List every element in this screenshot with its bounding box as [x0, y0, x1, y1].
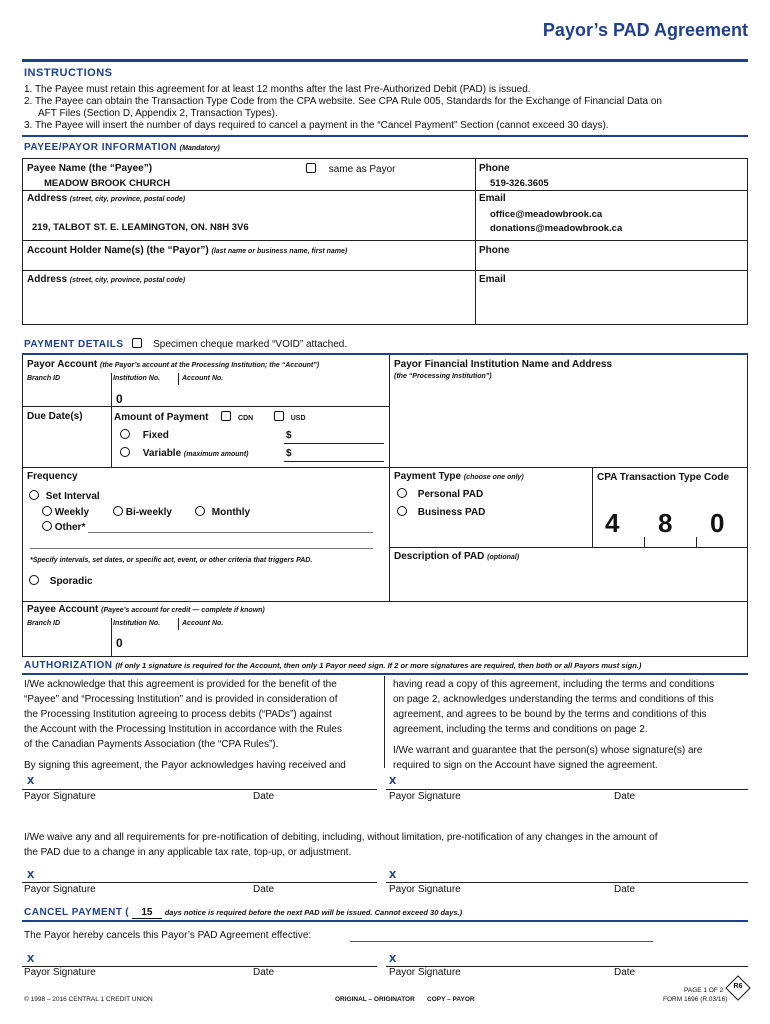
email-label: Email	[479, 193, 506, 204]
address-hint: (street, city, province, postal code)	[69, 196, 186, 203]
account-tick-1	[111, 373, 112, 407]
payee-address-value: 219, TALBOT ST. E. LEAMINGTON, ON. N8H 3V6	[32, 222, 249, 233]
date-label-1: Date	[253, 791, 275, 802]
due-dates-label: Due Date(s)	[27, 411, 83, 422]
payor-signature-label-1: Payor Signature	[24, 791, 96, 802]
institution-no-label: Institution No.	[113, 375, 161, 382]
payment-type-label: Payment Type	[394, 471, 462, 482]
other-label: Other*	[54, 522, 86, 533]
payor-phone-label: Phone	[479, 245, 510, 256]
cancel-heading: CANCEL PAYMENT	[24, 907, 123, 918]
weekly-radio[interactable]	[42, 506, 52, 516]
fi-label: Payor Financial Institution Name and Address	[394, 359, 613, 370]
mandatory-label: (Mandatory)	[179, 145, 220, 152]
variable-row	[120, 447, 248, 459]
cdn-checkbox[interactable]	[221, 411, 231, 421]
auth-right-text	[393, 677, 748, 773]
cancel-note: days notice is required before the next PAD will be issued. Cannot exceed 30 days.)	[164, 908, 463, 917]
auth-right-line-6: required to sign on the Account have signed the agreement.	[393, 760, 658, 771]
business-pad-row	[397, 506, 485, 518]
title-rule	[22, 59, 748, 62]
same-as-payor-row	[306, 163, 395, 175]
payor-institution-value: 0	[116, 392, 123, 406]
sign-line-1[interactable]	[22, 789, 377, 790]
payee-account-tick-1	[111, 618, 112, 657]
auth-right-line-4: agreement, including the terms and conditions on page 2.	[393, 724, 648, 735]
payment-type-hint: (choose one only)	[463, 474, 524, 481]
fixed-dollar: $	[286, 430, 292, 441]
footer-original: ORIGINAL – ORIGINATOR	[335, 996, 415, 1003]
account-holder-hint: (last name or business name, first name)	[211, 248, 348, 255]
variable-hint: (maximum amount)	[183, 451, 249, 458]
auth-right-line-3: agreement, and agrees to be bound by the terms and conditions of this	[393, 709, 707, 720]
set-interval-row	[29, 490, 100, 502]
payment-divider-payee-account	[22, 601, 748, 602]
payee-account-label-row	[27, 604, 265, 615]
branch-id-label: Branch ID	[27, 375, 61, 382]
set-interval-label: Set Interval	[45, 491, 100, 502]
instruction-2: 2. The Payee can obtain the Transaction Type Code from the CPA website. See CPA Rule 005, Standards for the Exchange of Financial Data on	[24, 96, 662, 107]
specimen-cheque-checkbox[interactable]	[132, 338, 142, 348]
variable-amount-line[interactable]	[284, 461, 384, 462]
sign-line-3[interactable]	[22, 882, 377, 883]
other-line-2[interactable]	[30, 548, 373, 549]
cpa-digit-2: 8	[658, 508, 673, 538]
footer-form: FORM 1696 (R.03/16)	[663, 996, 728, 1003]
auth-left-line-6: By signing this agreement, the Payor acknowledges having received and	[24, 760, 346, 771]
payor-signature-label-2: Payor Signature	[389, 791, 461, 802]
account-holder-label: Account Holder Name(s) (the “Payor”)	[27, 245, 209, 256]
cancel-effective-line[interactable]	[350, 941, 653, 942]
payee-divider-h2	[22, 240, 748, 241]
sign-x-1: x	[27, 772, 35, 787]
sign-x-4: x	[389, 866, 397, 881]
payment-details-heading: PAYMENT DETAILS	[24, 339, 124, 350]
branch-id-label-2: Branch ID	[27, 620, 61, 627]
fixed-radio[interactable]	[120, 429, 130, 439]
specify-note: *Specify intervals, set dates, or specific act, event, or other criteria that triggers PAD.	[30, 557, 313, 564]
payee-institution-value: 0	[116, 636, 123, 650]
due-dates-divider	[111, 407, 112, 467]
payor-signature-label-5: Payor Signature	[24, 967, 96, 978]
date-label-2: Date	[614, 791, 636, 802]
description-label-row	[394, 551, 519, 562]
page-title: Payor’s PAD Agreement	[542, 20, 748, 40]
payor-account-label: Payor Account	[27, 359, 98, 370]
payee-account-hint: (Payee’s account for credit — complete if known)	[101, 607, 265, 614]
biweekly-label: Bi-weekly	[125, 507, 172, 518]
payor-signature-label-6: Payor Signature	[389, 967, 461, 978]
payee-account-label: Payee Account	[27, 604, 99, 615]
variable-dollar: $	[286, 448, 292, 459]
payment-divider-cpa-vertical	[592, 467, 593, 547]
biweekly-row	[113, 506, 172, 518]
payor-address-label-row	[27, 274, 185, 285]
payee-payor-heading-row	[24, 142, 220, 153]
cdn-label: CDN	[238, 415, 254, 422]
amount-label: Amount of Payment	[114, 412, 209, 423]
variable-label: Variable	[142, 448, 182, 459]
instruction-1: 1. The Payee must retain this agreement for at least 12 months after the last Pre-Authorized Debit (PAD) is issued.	[24, 84, 531, 95]
account-tick-2	[178, 373, 179, 385]
date-label-6: Date	[614, 967, 636, 978]
authorization-note: (If only 1 signature is required for the Account, then only 1 Payor need sign. If 2 or more signatures are required, then both or all Payors must sign.)	[115, 661, 642, 670]
specimen-cheque-label: Specimen cheque marked “VOID” attached.	[153, 339, 348, 350]
payee-name-label: Payee Name (the “Payee”)	[27, 163, 153, 174]
sign-x-6: x	[389, 950, 397, 965]
payee-address-label-row	[27, 193, 185, 204]
amount-row	[114, 411, 306, 423]
sign-x-5: x	[27, 950, 35, 965]
personal-pad-label: Personal PAD	[417, 489, 484, 500]
monthly-row	[195, 506, 250, 518]
payee-email-1: office@meadowbrook.ca	[490, 209, 603, 220]
payee-account-tick-2	[178, 618, 179, 630]
instruction-3: 3. The Payee will insert the number of days required to cancel a payment in the “Cancel Payment” Section (cannot exceed 30 days).	[24, 120, 609, 131]
payee-phone-value: 519-326.3605	[490, 178, 549, 189]
sporadic-label: Sporadic	[49, 576, 93, 587]
cancel-effective-label: The Payor hereby cancels this Payor’s PAD Agreement effective:	[24, 930, 312, 941]
business-pad-label: Business PAD	[417, 507, 486, 518]
instructions-rule	[22, 135, 748, 137]
cpa-digit-3: 0	[710, 508, 725, 538]
payor-email-label: Email	[479, 274, 506, 285]
payor-signature-label-3: Payor Signature	[24, 884, 96, 895]
sign-x-2: x	[389, 772, 397, 787]
payor-account-hint: (the Payor’s account at the Processing Institution; the “Account”)	[99, 362, 320, 369]
fi-hint: (the “Processing Institution”)	[394, 373, 492, 380]
auth-left-text	[24, 677, 379, 773]
institution-no-label-2: Institution No.	[113, 620, 161, 627]
biweekly-radio[interactable]	[113, 506, 123, 516]
payee-payor-heading: PAYEE/PAYOR INFORMATION	[24, 142, 178, 153]
usd-label: USD	[290, 415, 306, 422]
cpa-tick-1	[644, 537, 645, 547]
payment-divider-description	[389, 547, 748, 548]
instruction-2-cont: AFT Files (Section D, Appendix 2, Transaction Types).	[38, 108, 278, 119]
auth-left-line-3: the Processing Institution agreeing to process debits (“PADs”) against	[24, 709, 332, 720]
auth-right-line-5: I/We warrant and guarantee that the person(s) whose signature(s) are	[393, 745, 703, 756]
payment-type-label-row	[394, 471, 524, 482]
instructions-heading: INSTRUCTIONS	[24, 67, 113, 79]
cpa-tick-2	[696, 537, 697, 547]
payee-divider-h3	[22, 270, 748, 271]
other-row	[42, 521, 85, 533]
payment-details-heading-row	[24, 338, 347, 350]
waiver-line-1: I/We waive any and all requirements for pre-notification of debiting, including, without limitation, pre-notification of any changes in the amount of	[24, 832, 658, 843]
sign-line-4[interactable]	[386, 882, 748, 883]
date-label-5: Date	[253, 967, 275, 978]
fixed-row	[120, 429, 169, 441]
variable-radio[interactable]	[120, 447, 130, 457]
business-pad-radio[interactable]	[397, 506, 407, 516]
account-holder-label-row	[27, 245, 347, 256]
same-as-payor-label: same as Payor	[328, 164, 396, 175]
payment-divider-due	[22, 406, 390, 407]
cancel-open-paren: (	[125, 907, 130, 918]
usd-checkbox[interactable]	[274, 411, 284, 421]
authorization-rule	[22, 673, 748, 675]
authorization-heading-row	[24, 660, 641, 671]
footer-copy: COPY – PAYOR	[427, 996, 475, 1003]
sign-line-2[interactable]	[386, 789, 748, 790]
auth-left-line-4: the Account with the Processing Institution in accordance with the Rules	[24, 724, 342, 735]
auth-left-line-1: I/We acknowledge that this agreement is provided for the benefit of the	[24, 679, 337, 690]
auth-right-line-1: having read a copy of this agreement, including the terms and conditions	[393, 679, 715, 690]
payor-signature-label-4: Payor Signature	[389, 884, 461, 895]
waiver-line-2: the PAD due to a change in any applicable tax rate, top-up, or adjustment.	[24, 847, 352, 858]
footer-page: PAGE 1 OF 2	[684, 987, 724, 994]
frequency-label: Frequency	[27, 471, 78, 482]
payee-divider-h1	[22, 190, 748, 191]
phone-label: Phone	[479, 163, 510, 174]
description-label: Description of PAD	[394, 551, 485, 562]
same-as-payor-checkbox[interactable]	[306, 163, 316, 173]
payment-divider-frequency	[22, 467, 748, 468]
cancel-effective-row	[24, 930, 311, 941]
other-radio[interactable]	[42, 521, 52, 531]
fixed-amount-line[interactable]	[284, 443, 384, 444]
personal-pad-row	[397, 488, 483, 500]
cpa-label: CPA Transaction Type Code	[597, 472, 730, 483]
sign-x-3: x	[27, 866, 35, 881]
monthly-radio[interactable]	[195, 506, 205, 516]
description-hint: (optional)	[487, 554, 520, 561]
auth-right-line-2: on page 2, acknowledges understanding the terms and conditions of this	[393, 694, 714, 705]
date-label-4: Date	[614, 884, 636, 895]
fixed-label: Fixed	[142, 430, 169, 441]
cancel-rule	[22, 920, 748, 922]
auth-left-line-2: “Payee” and “Processing Institution” and is provided in consideration of	[24, 694, 338, 705]
account-no-label-2: Account No.	[182, 620, 224, 627]
date-label-3: Date	[253, 884, 275, 895]
weekly-row	[42, 506, 89, 518]
cpa-digit-1: 4	[605, 508, 620, 538]
authorization-heading: AUTHORIZATION	[24, 660, 113, 671]
payee-divider-vertical	[475, 158, 476, 325]
account-no-label: Account No.	[182, 375, 224, 382]
payor-address-hint: (street, city, province, postal code)	[69, 277, 186, 284]
cancel-days-value[interactable]: 15	[132, 907, 162, 919]
cancel-heading-row	[24, 907, 462, 919]
payee-email-2: donations@meadowbrook.ca	[490, 223, 623, 234]
set-interval-radio[interactable]	[29, 490, 39, 500]
footer-copyright: © 1998 – 2016 CENTRAL 1 CREDIT UNION	[24, 996, 153, 1003]
payment-divider-vertical	[389, 355, 390, 602]
authorization-divider	[384, 676, 385, 768]
payee-name-value: MEADOW BROOK CHURCH	[44, 178, 171, 189]
auth-left-line-5: of the Canadian Payments Association (the “CPA Rules”).	[24, 739, 279, 750]
payor-account-label-row	[27, 359, 319, 370]
payor-address-label: Address	[27, 274, 68, 285]
address-label: Address	[27, 193, 68, 204]
weekly-label: Weekly	[54, 507, 90, 518]
personal-pad-radio[interactable]	[397, 488, 407, 498]
revision-badge-label: R6	[733, 983, 743, 990]
other-line-1[interactable]	[88, 532, 373, 533]
sporadic-row	[29, 575, 93, 587]
sporadic-radio[interactable]	[29, 575, 39, 585]
monthly-label: Monthly	[211, 507, 251, 518]
